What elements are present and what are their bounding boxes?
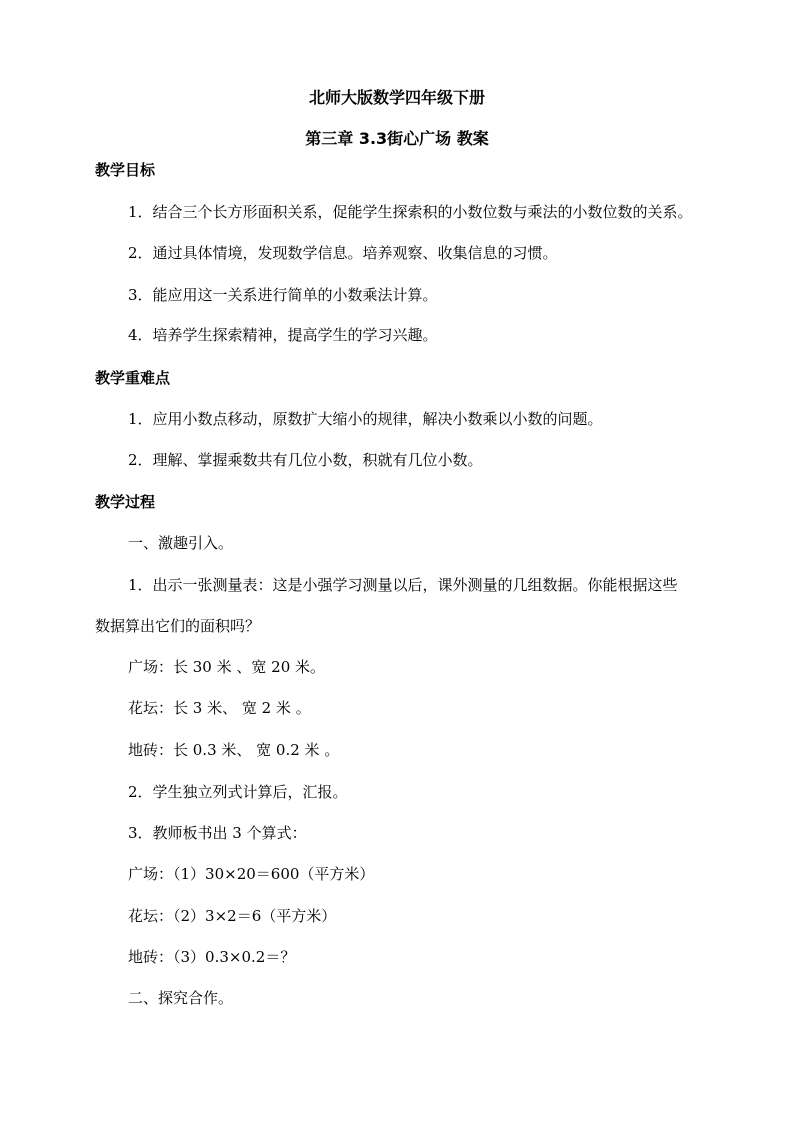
process-step-continuation: 数据算出它们的面积吗？ xyxy=(95,617,261,635)
document-title: 北师大版数学四年级下册 xyxy=(308,88,485,107)
objective-item: 4．培养学生探索精神，提高学生的学习兴趣。 xyxy=(128,326,438,344)
section-heading-process: 教学过程 xyxy=(95,493,156,511)
section-heading-key-points: 教学重难点 xyxy=(95,369,171,387)
process-step: 3．教师板书出 3 个算式： xyxy=(128,824,307,842)
measurement-item: 花坛：长 3 米、 宽 2 米 。 xyxy=(128,699,311,717)
measurement-item: 广场：长 30 米 、宽 20 米。 xyxy=(128,658,326,676)
process-step: 2．学生独立列式计算后，汇报。 xyxy=(128,783,348,801)
objective-item: 2．通过具体情境，发现数学信息。培养观察、收集信息的习惯。 xyxy=(128,244,558,262)
measurement-item: 地砖：长 0.3 米、 宽 0.2 米 。 xyxy=(128,741,340,759)
section-heading-objectives: 教学目标 xyxy=(95,161,156,179)
objective-item: 1．结合三个长方形面积关系，促能学生探索积的小数位数与乘法的小数位数的关系。 xyxy=(128,203,693,221)
key-point-item: 1．应用小数点移动，原数扩大缩小的规律，解决小数乘以小数的问题。 xyxy=(128,410,603,428)
process-part-title: 二、探究合作。 xyxy=(128,989,234,1007)
process-part-title: 一、激趣引入。 xyxy=(128,534,234,552)
key-point-item: 2．理解、掌握乘数共有几位小数，积就有几位小数。 xyxy=(128,451,483,469)
formula-item: 花坛：（2）3×2＝6（平方米） xyxy=(128,907,337,925)
document-subtitle: 第三章 3.3街心广场 教案 xyxy=(305,129,489,148)
process-step: 1．出示一张测量表：这是小强学习测量以后，课外测量的几组数据。你能根据这些 xyxy=(128,576,678,594)
formula-item: 地砖：（3）0.3×0.2＝？ xyxy=(128,948,296,966)
formula-item: 广场：（1）30×20＝600（平方米） xyxy=(128,865,375,883)
objective-item: 3．能应用这一关系进行简单的小数乘法计算。 xyxy=(128,286,438,304)
